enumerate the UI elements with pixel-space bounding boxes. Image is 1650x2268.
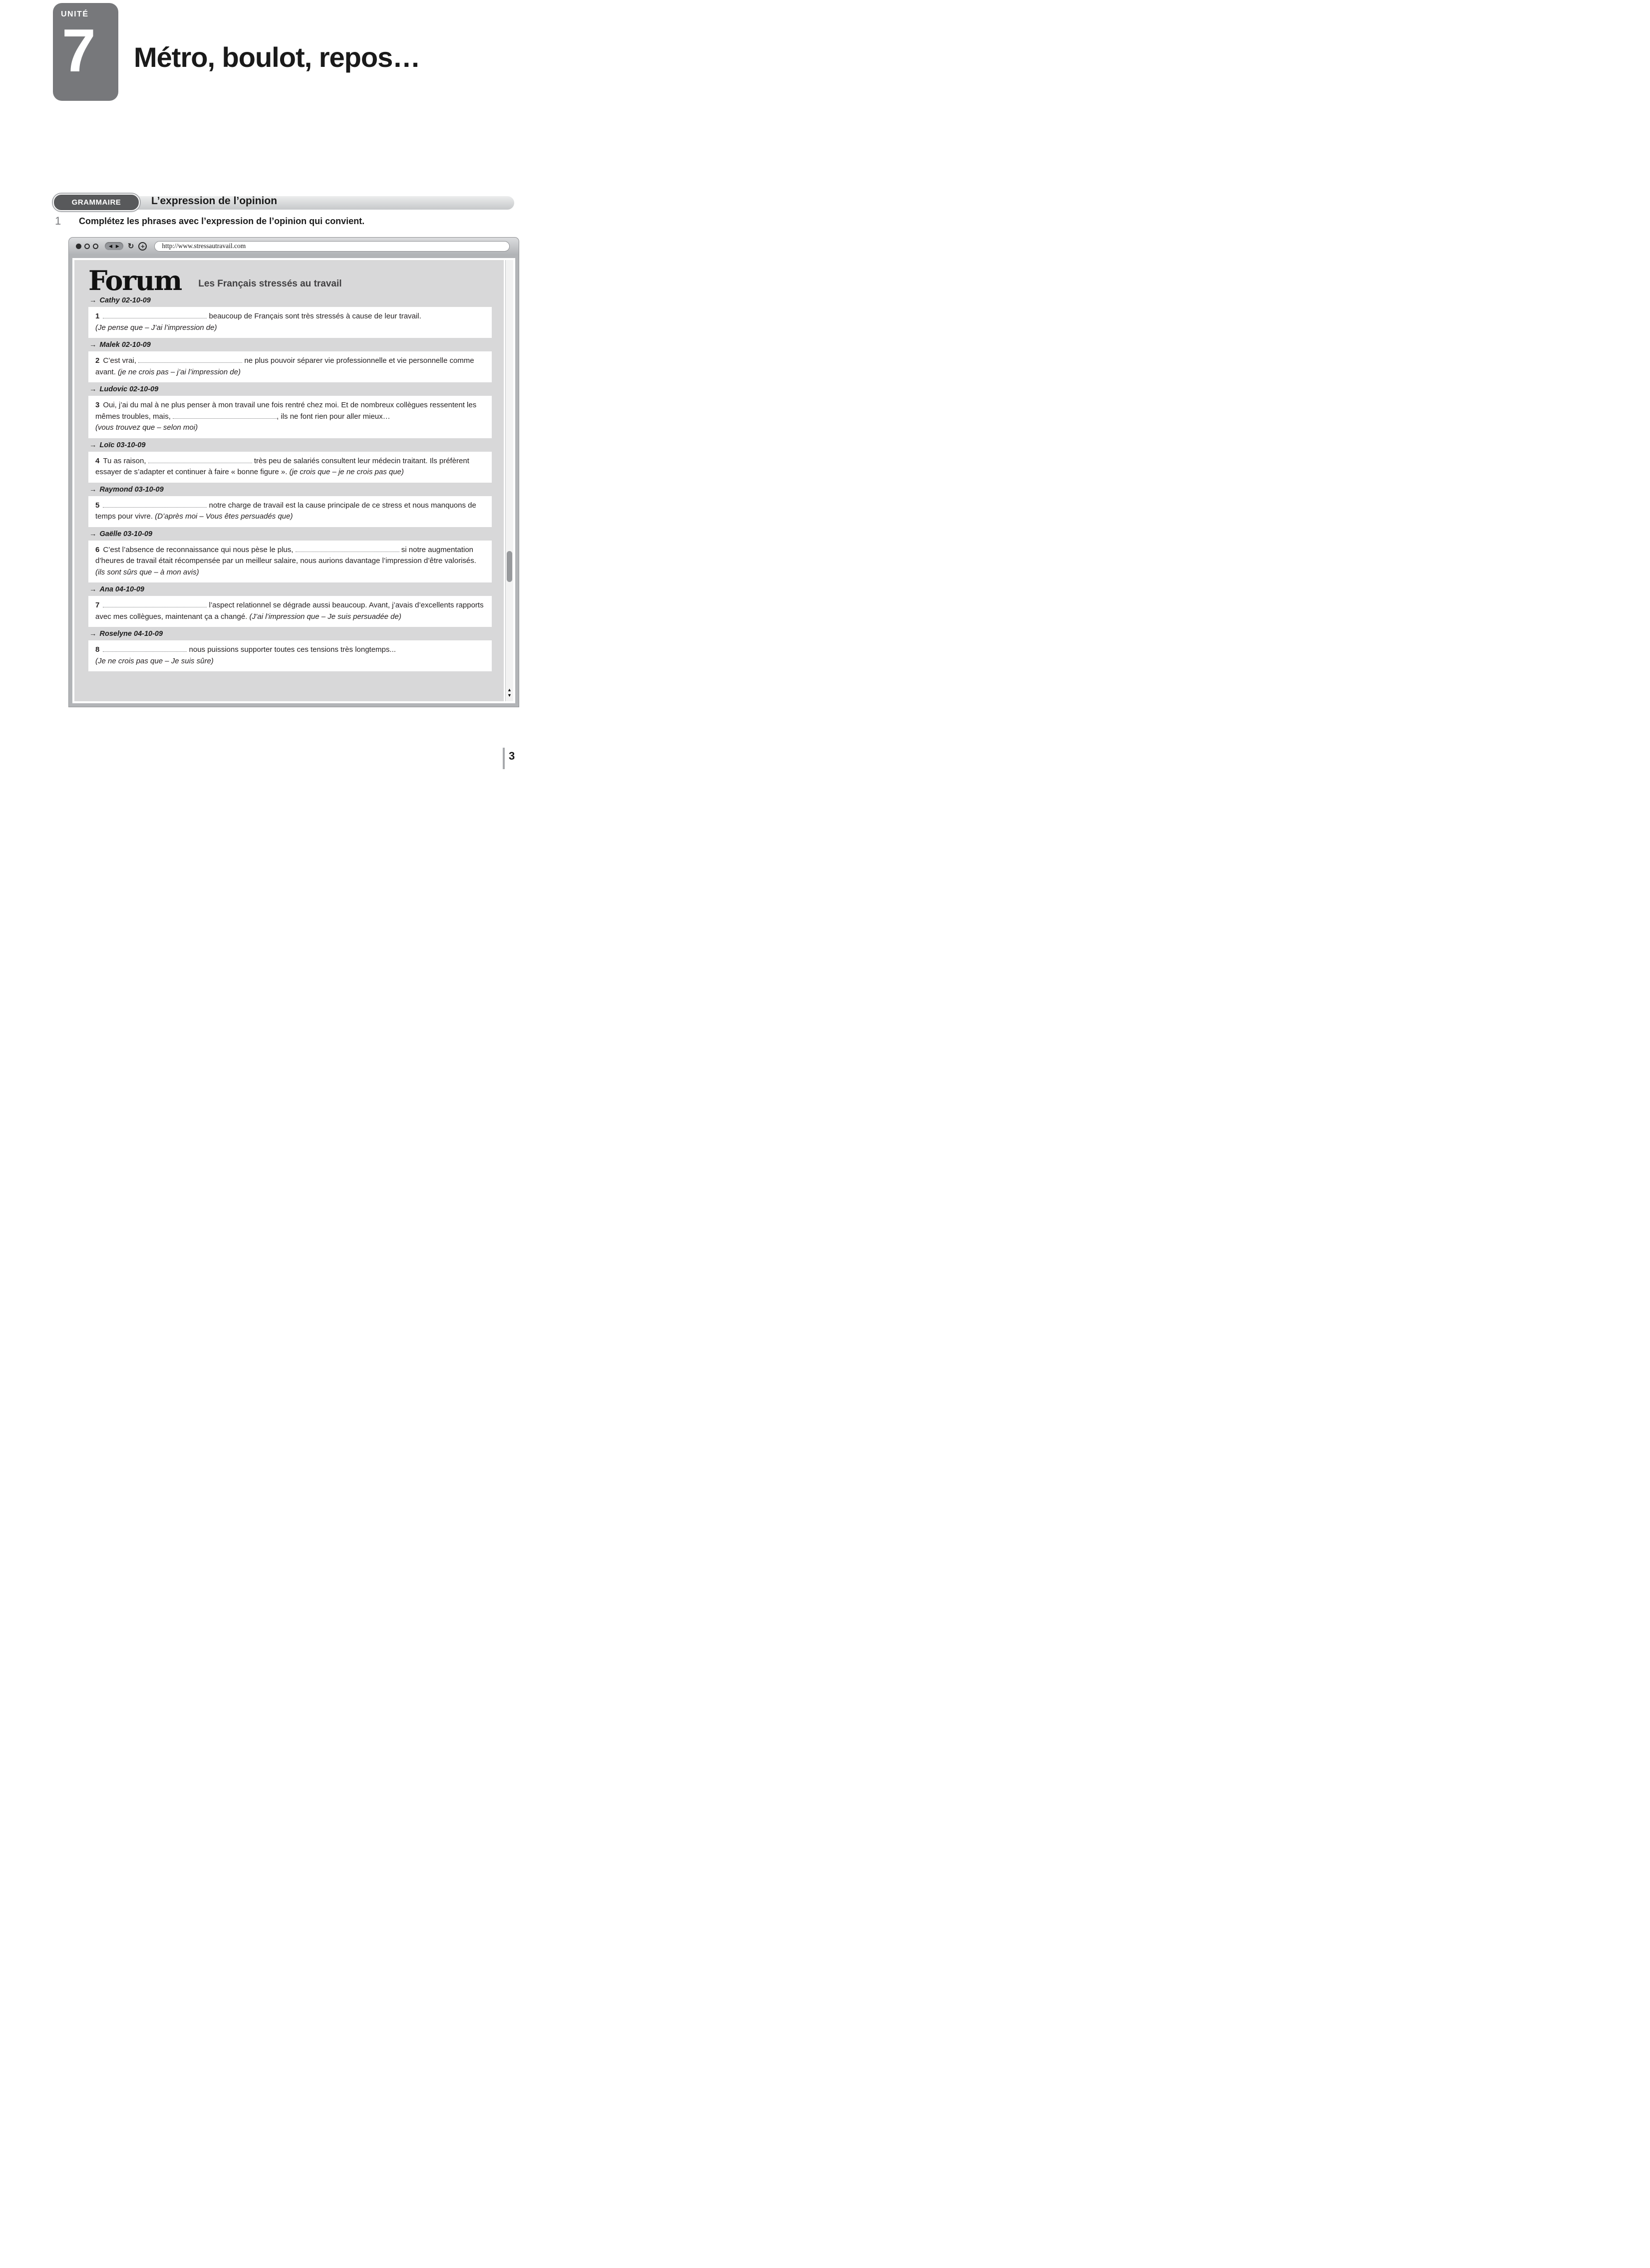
post-number: 8 xyxy=(95,645,100,654)
scrollbar-buttons xyxy=(506,687,513,698)
post-after-text: très peu de salariés consultent leur médecin traitant. Ils préfèrent essayer de s’adapter et continuer à faire « bonne figure ». xyxy=(95,456,469,477)
post-author-text: Loïc 03-10-09 xyxy=(99,441,146,449)
post-author-text: Ana 04-10-09 xyxy=(99,585,144,594)
post-author-text: Raymond 03-10-09 xyxy=(99,485,164,494)
post-box xyxy=(88,307,492,338)
post-number: 4 xyxy=(95,456,100,465)
arrow-icon: → xyxy=(89,530,97,538)
forum-post xyxy=(88,296,492,338)
post-number: 5 xyxy=(95,501,100,510)
forum-post xyxy=(88,341,492,382)
post-author-text: Malek 02-10-09 xyxy=(99,341,151,349)
post-author-text: Cathy 02-10-09 xyxy=(99,296,151,305)
nav-buttons xyxy=(105,242,123,250)
post-after-text: nous puissions supporter toutes ces tensions très longtemps... xyxy=(187,645,396,654)
post-pre-text: Tu as raison, xyxy=(103,456,148,465)
browser-frame xyxy=(68,255,519,707)
page-title: Métro, boulot, repos… xyxy=(134,41,420,73)
post-after-text: beaucoup de Français sont très stressés à cause de leur travail. xyxy=(207,312,421,321)
post-author xyxy=(89,486,492,494)
post-after-text: notre charge de travail est la cause principale de ce stress et nous manquons de temps pour vivre. xyxy=(95,501,476,521)
answer-options: (Je pense que – J’ai l’impression de) xyxy=(95,323,217,332)
browser-window xyxy=(68,237,519,707)
post-number: 2 xyxy=(95,356,100,365)
answer-blank[interactable] xyxy=(103,312,207,319)
scrollbar[interactable] xyxy=(505,260,513,701)
post-after-text: , ils ne font rien pour aller mieux… xyxy=(277,412,390,421)
forum-post xyxy=(88,585,492,627)
window-close-button[interactable] xyxy=(76,244,81,249)
post-author xyxy=(89,585,492,593)
answer-blank[interactable] xyxy=(138,357,242,363)
answer-options: (ils sont sûrs que – à mon avis) xyxy=(95,567,199,576)
arrow-icon: → xyxy=(89,585,97,594)
back-icon[interactable]: ◀ xyxy=(109,243,112,249)
post-author xyxy=(89,630,492,638)
arrow-icon: → xyxy=(89,630,97,638)
forum-title: Forum xyxy=(88,265,182,296)
url-text: http://www.stressautravail.com xyxy=(162,242,246,250)
post-author-text: Gaëlle 03-10-09 xyxy=(99,530,153,538)
post-author xyxy=(89,296,492,304)
forum-post xyxy=(88,441,492,483)
post-author xyxy=(89,530,492,538)
post-box xyxy=(88,351,492,382)
post-number: 1 xyxy=(95,312,100,321)
post-box xyxy=(88,596,492,627)
forum-content xyxy=(74,260,504,701)
post-pre-text: Oui, j’ai du mal à ne plus penser à mon travail une fois rentré chez moi. Et de nombreux collègues ressentent les mêmes troubles, mais, xyxy=(95,401,477,421)
post-after-text: ne plus pouvoir séparer vie professionnelle et vie personnelle comme avant. xyxy=(95,356,474,376)
answer-options: (vous trouvez que – selon moi) xyxy=(95,423,198,432)
arrow-icon: → xyxy=(89,441,97,449)
post-number: 6 xyxy=(95,545,100,554)
unit-number: 7 xyxy=(62,16,96,84)
forum-header xyxy=(88,265,492,296)
page-number: 3 xyxy=(509,750,515,762)
grammar-section-title: L’expression de l’opinion xyxy=(151,195,278,207)
window-minimize-button[interactable] xyxy=(84,244,90,249)
answer-blank[interactable] xyxy=(148,457,252,463)
post-author-text: Ludovic 02-10-09 xyxy=(99,385,159,394)
post-author xyxy=(89,385,492,393)
post-number: 7 xyxy=(95,601,100,610)
scroll-up-icon[interactable]: ▲ xyxy=(507,687,512,692)
forum-post xyxy=(88,486,492,527)
arrow-icon: → xyxy=(89,485,97,494)
answer-options: (je crois que – je ne crois pas que) xyxy=(289,468,404,477)
post-after-text: si notre augmentation d’heures de travail était récompensée par un meilleur salaire, nous aurions davantage l’impression d’être valorisés. xyxy=(95,545,476,566)
answer-blank[interactable] xyxy=(173,412,277,419)
post-author-text: Roselyne 04-10-09 xyxy=(99,630,163,638)
post-box xyxy=(88,452,492,483)
window-zoom-button[interactable] xyxy=(93,244,98,249)
address-bar[interactable] xyxy=(154,241,510,252)
answer-blank[interactable] xyxy=(103,601,207,608)
answer-options: (D’après moi – Vous êtes persuadés que) xyxy=(155,512,293,521)
post-pre-text: C’est vrai, xyxy=(103,356,139,365)
post-pre-text: C’est l’absence de reconnaissance qui nous pèse le plus, xyxy=(103,545,296,554)
answer-blank[interactable] xyxy=(296,546,399,552)
exercise-number: 1 xyxy=(55,215,61,227)
add-icon[interactable]: + xyxy=(138,242,147,251)
post-author xyxy=(89,341,492,349)
scroll-down-icon[interactable]: ▼ xyxy=(507,693,512,698)
answer-blank[interactable] xyxy=(103,501,207,508)
browser-body xyxy=(72,258,515,703)
arrow-icon: → xyxy=(89,385,97,394)
forum-post xyxy=(88,530,492,583)
post-box xyxy=(88,396,492,438)
window-controls xyxy=(76,244,98,249)
post-box xyxy=(88,496,492,527)
answer-blank[interactable] xyxy=(103,646,187,652)
refresh-icon[interactable]: ↻ xyxy=(127,242,134,251)
post-box xyxy=(88,640,492,671)
answer-options: (Je ne crois pas que – Je suis sûre) xyxy=(95,656,214,665)
workbook-page xyxy=(0,0,564,776)
unit-badge xyxy=(53,3,118,101)
exercise-instruction: Complétez les phrases avec l’expression de l’opinion qui convient. xyxy=(79,216,365,226)
forum-post xyxy=(88,630,492,671)
forward-icon[interactable]: ▶ xyxy=(115,243,119,249)
answer-options: (je ne crois pas – j’ai l’impression de) xyxy=(118,367,241,376)
post-box xyxy=(88,541,492,583)
arrow-icon: → xyxy=(89,341,97,349)
post-after-text: l’aspect relationnel se dégrade aussi beaucoup. Avant, j’avais d’excellents rapports avec mes collègues, maintenant ça a changé. xyxy=(95,601,484,621)
browser-toolbar xyxy=(68,237,519,255)
forum-post xyxy=(88,385,492,438)
scrollbar-thumb[interactable] xyxy=(507,551,512,582)
unit-label: UNITÉ xyxy=(61,10,89,18)
grammar-badge: GRAMMAIRE xyxy=(53,194,140,211)
arrow-icon: → xyxy=(89,296,97,305)
page-number-rule xyxy=(503,748,505,769)
answer-options: (J’ai l’impression que – Je suis persuadée de) xyxy=(249,612,401,621)
post-number: 3 xyxy=(95,401,100,410)
forum-subtitle: Les Français stressés au travail xyxy=(198,279,342,289)
post-author xyxy=(89,441,492,449)
